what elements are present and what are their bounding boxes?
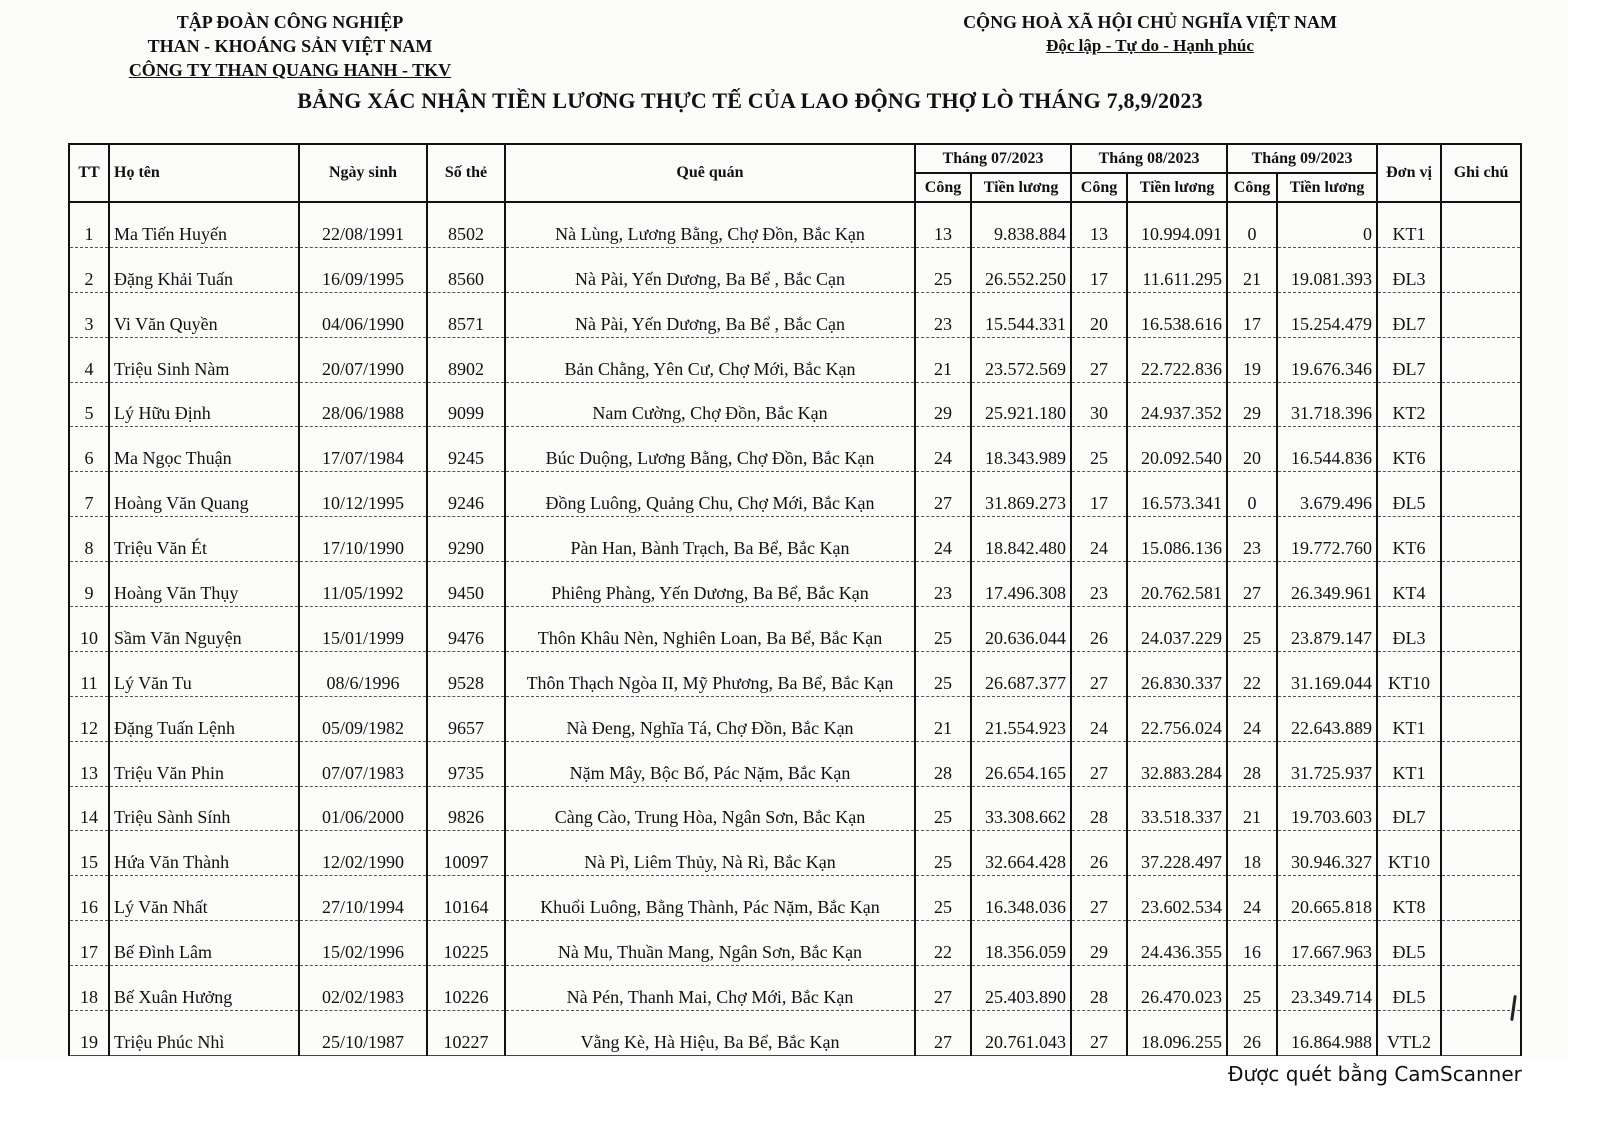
cell-unit: KT6 (1377, 427, 1441, 472)
cell-salary-m9: 23.349.714 (1277, 966, 1377, 1011)
cell-card: 9528 (427, 651, 505, 696)
cell-salary-m8: 33.518.337 (1127, 786, 1227, 831)
salary-table (68, 143, 1522, 1056)
cell-note (1441, 562, 1521, 607)
table-row (69, 337, 1521, 382)
cell-workdays-m8: 13 (1071, 202, 1127, 247)
cell-card: 9246 (427, 472, 505, 517)
cell-salary-m7: 15.544.331 (971, 292, 1071, 337)
cell-salary-m9: 31.725.937 (1277, 741, 1377, 786)
cell-salary-m7: 20.761.043 (971, 1011, 1071, 1056)
cell-workdays-m7: 25 (915, 247, 971, 292)
cell-dob: 22/08/1991 (299, 202, 427, 247)
cell-card: 9826 (427, 786, 505, 831)
cell-salary-m7: 26.552.250 (971, 247, 1071, 292)
cell-salary-m8: 18.096.255 (1127, 1011, 1227, 1056)
cell-tt: 18 (69, 966, 109, 1011)
cell-dob: 27/10/1994 (299, 876, 427, 921)
cell-dob: 12/02/1990 (299, 831, 427, 876)
cell-workdays-m7: 23 (915, 562, 971, 607)
cell-dob: 15/01/1999 (299, 607, 427, 652)
cell-hometown: Thôn Thạch Ngòa II, Mỹ Phương, Ba Bể, Bắc Kạn (505, 651, 915, 696)
cell-hometown: Vằng Kè, Hà Hiệu, Ba Bể, Bắc Kạn (505, 1011, 915, 1056)
cell-workdays-m8: 23 (1071, 562, 1127, 607)
cell-workdays-m7: 23 (915, 292, 971, 337)
cell-name: Hứa Văn Thành (109, 831, 299, 876)
cell-unit: KT10 (1377, 831, 1441, 876)
cell-workdays-m9: 20 (1227, 427, 1277, 472)
cell-dob: 11/05/1992 (299, 562, 427, 607)
cell-tt: 17 (69, 921, 109, 966)
cell-name: Vi Văn Quyền (109, 292, 299, 337)
col-header-salary-m9: Tiền lương (1277, 173, 1377, 202)
cell-unit: ĐL7 (1377, 292, 1441, 337)
cell-note (1441, 786, 1521, 831)
cell-tt: 3 (69, 292, 109, 337)
cell-workdays-m8: 30 (1071, 382, 1127, 427)
cell-hometown: Càng Cào, Trung Hòa, Ngân Sơn, Bắc Kạn (505, 786, 915, 831)
cell-workdays-m8: 27 (1071, 741, 1127, 786)
cell-salary-m7: 18.356.059 (971, 921, 1071, 966)
cell-tt: 16 (69, 876, 109, 921)
cell-salary-m9: 0 (1277, 202, 1377, 247)
cell-unit: VTL2 (1377, 1011, 1441, 1056)
cell-workdays-m8: 25 (1071, 427, 1127, 472)
cell-workdays-m9: 25 (1227, 966, 1277, 1011)
cell-hometown: Khuổi Luông, Bằng Thành, Pác Nặm, Bắc Kạn (505, 876, 915, 921)
cell-workdays-m7: 22 (915, 921, 971, 966)
cell-salary-m8: 26.830.337 (1127, 651, 1227, 696)
cell-unit: ĐL5 (1377, 921, 1441, 966)
cell-card: 8571 (427, 292, 505, 337)
cell-note (1441, 382, 1521, 427)
table-row (69, 382, 1521, 427)
cell-salary-m7: 18.842.480 (971, 517, 1071, 562)
cell-salary-m9: 3.679.496 (1277, 472, 1377, 517)
table-row (69, 472, 1521, 517)
cell-salary-m7: 20.636.044 (971, 607, 1071, 652)
cell-dob: 08/6/1996 (299, 651, 427, 696)
cell-workdays-m9: 0 (1227, 472, 1277, 517)
cell-workdays-m7: 29 (915, 382, 971, 427)
cell-workdays-m9: 24 (1227, 696, 1277, 741)
cell-workdays-m8: 29 (1071, 921, 1127, 966)
cell-unit: KT4 (1377, 562, 1441, 607)
cell-hometown: Nà Mu, Thuần Mang, Ngân Sơn, Bắc Kạn (505, 921, 915, 966)
cell-workdays-m8: 27 (1071, 651, 1127, 696)
table-row (69, 831, 1521, 876)
cell-name: Lý Văn Tu (109, 651, 299, 696)
table-row (69, 966, 1521, 1011)
cell-unit: KT8 (1377, 876, 1441, 921)
cell-salary-m8: 23.602.534 (1127, 876, 1227, 921)
cell-tt: 14 (69, 786, 109, 831)
cell-workdays-m8: 24 (1071, 517, 1127, 562)
cell-name: Triệu Văn Ét (109, 517, 299, 562)
cell-salary-m8: 22.722.836 (1127, 337, 1227, 382)
col-header-hometown: Quê quán (505, 144, 915, 202)
cell-hometown: Nà Pài, Yến Dương, Ba Bể , Bắc Cạn (505, 247, 915, 292)
cell-unit: KT1 (1377, 696, 1441, 741)
cell-name: Triệu Văn Phin (109, 741, 299, 786)
table-body (69, 202, 1521, 1055)
organization-header (110, 10, 470, 82)
document-title: BẢNG XÁC NHẬN TIỀN LƯƠNG THỰC TẾ CỦA LAO ĐỘNG THỢ LÒ THÁNG 7,8,9/2023 (297, 88, 1203, 113)
table-row (69, 696, 1521, 741)
cell-name: Bế Xuân Hưởng (109, 966, 299, 1011)
cell-workdays-m8: 17 (1071, 472, 1127, 517)
cell-name: Triệu Phúc Nhì (109, 1011, 299, 1056)
cell-dob: 15/02/1996 (299, 921, 427, 966)
cell-unit: ĐL3 (1377, 607, 1441, 652)
cell-workdays-m9: 17 (1227, 292, 1277, 337)
cell-hometown: Thôn Khâu Nèn, Nghiên Loan, Ba Bể, Bắc Kạn (505, 607, 915, 652)
cell-tt: 2 (69, 247, 109, 292)
cell-tt: 13 (69, 741, 109, 786)
cell-card: 10164 (427, 876, 505, 921)
cell-workdays-m8: 26 (1071, 831, 1127, 876)
cell-name: Triệu Sinh Nàm (109, 337, 299, 382)
cell-salary-m9: 22.643.889 (1277, 696, 1377, 741)
cell-workdays-m7: 21 (915, 696, 971, 741)
cell-workdays-m9: 29 (1227, 382, 1277, 427)
cell-card: 8902 (427, 337, 505, 382)
cell-salary-m9: 19.676.346 (1277, 337, 1377, 382)
cell-salary-m9: 26.349.961 (1277, 562, 1377, 607)
cell-note (1441, 337, 1521, 382)
cell-dob: 07/07/1983 (299, 741, 427, 786)
cell-card: 9245 (427, 427, 505, 472)
cell-salary-m9: 20.665.818 (1277, 876, 1377, 921)
cell-salary-m7: 23.572.569 (971, 337, 1071, 382)
nation-name: CỘNG HOÀ XÃ HỘI CHỦ NGHĨA VIỆT NAM (963, 12, 1337, 32)
table-row (69, 876, 1521, 921)
cell-workdays-m9: 18 (1227, 831, 1277, 876)
cell-hometown: Pàn Han, Bành Trạch, Ba Bể, Bắc Kạn (505, 517, 915, 562)
cell-tt: 19 (69, 1011, 109, 1056)
cell-name: Triệu Sành Sính (109, 786, 299, 831)
cell-name: Đặng Tuấn Lệnh (109, 696, 299, 741)
cell-tt: 4 (69, 337, 109, 382)
cell-note (1441, 741, 1521, 786)
cell-salary-m7: 9.838.884 (971, 202, 1071, 247)
cell-name: Bế Đình Lâm (109, 921, 299, 966)
cell-workdays-m8: 28 (1071, 786, 1127, 831)
cell-note (1441, 517, 1521, 562)
cell-name: Sầm Văn Nguyện (109, 607, 299, 652)
cell-salary-m8: 10.994.091 (1127, 202, 1227, 247)
cell-workdays-m8: 27 (1071, 1011, 1127, 1056)
cell-hometown: Búc Duộng, Lương Bằng, Chợ Đồn, Bắc Kạn (505, 427, 915, 472)
cell-salary-m8: 15.086.136 (1127, 517, 1227, 562)
cell-note (1441, 876, 1521, 921)
cell-dob: 25/10/1987 (299, 1011, 427, 1056)
cell-salary-m8: 22.756.024 (1127, 696, 1227, 741)
cell-unit: KT1 (1377, 202, 1441, 247)
cell-salary-m9: 19.772.760 (1277, 517, 1377, 562)
col-header-unit: Đơn vị (1377, 144, 1441, 202)
cell-hometown: Nặm Mây, Bộc Bố, Pác Nặm, Bắc Kạn (505, 741, 915, 786)
col-header-month9: Tháng 09/2023 (1227, 144, 1377, 173)
cell-workdays-m8: 26 (1071, 607, 1127, 652)
cell-card: 10097 (427, 831, 505, 876)
cell-tt: 8 (69, 517, 109, 562)
cell-salary-m8: 16.573.341 (1127, 472, 1227, 517)
cell-salary-m8: 24.937.352 (1127, 382, 1227, 427)
cell-workdays-m7: 25 (915, 651, 971, 696)
cell-salary-m8: 20.762.581 (1127, 562, 1227, 607)
cell-workdays-m7: 28 (915, 741, 971, 786)
table-row (69, 741, 1521, 786)
col-header-name: Họ tên (109, 144, 299, 202)
cell-workdays-m9: 26 (1227, 1011, 1277, 1056)
cell-card: 9657 (427, 696, 505, 741)
cell-workdays-m8: 27 (1071, 876, 1127, 921)
cell-name: Hoàng Văn Quang (109, 472, 299, 517)
cell-card: 9476 (427, 607, 505, 652)
cell-tt: 11 (69, 651, 109, 696)
table-row (69, 786, 1521, 831)
cell-workdays-m8: 20 (1071, 292, 1127, 337)
cell-workdays-m9: 22 (1227, 651, 1277, 696)
cell-salary-m9: 19.703.603 (1277, 786, 1377, 831)
cell-salary-m7: 26.654.165 (971, 741, 1071, 786)
cell-workdays-m7: 21 (915, 337, 971, 382)
cell-dob: 20/07/1990 (299, 337, 427, 382)
table-row (69, 247, 1521, 292)
cell-hometown: Nà Đeng, Nghĩa Tá, Chợ Đồn, Bắc Kạn (505, 696, 915, 741)
cell-salary-m7: 33.308.662 (971, 786, 1071, 831)
group-name-line2: THAN - KHOÁNG SẢN VIỆT NAM (147, 36, 433, 56)
cell-salary-m7: 21.554.923 (971, 696, 1071, 741)
cell-card: 10226 (427, 966, 505, 1011)
cell-workdays-m9: 16 (1227, 921, 1277, 966)
cell-card: 10227 (427, 1011, 505, 1056)
cell-note (1441, 966, 1521, 1011)
cell-salary-m7: 32.664.428 (971, 831, 1071, 876)
table-row (69, 292, 1521, 337)
cell-salary-m7: 17.496.308 (971, 562, 1071, 607)
cell-workdays-m7: 25 (915, 607, 971, 652)
national-header (940, 10, 1360, 58)
cell-hometown: Nam Cường, Chợ Đồn, Bắc Kạn (505, 382, 915, 427)
cell-salary-m8: 37.228.497 (1127, 831, 1227, 876)
cell-tt: 10 (69, 607, 109, 652)
cell-workdays-m9: 27 (1227, 562, 1277, 607)
col-header-workdays-m9: Công (1227, 173, 1277, 202)
table-row (69, 651, 1521, 696)
cell-salary-m9: 31.718.396 (1277, 382, 1377, 427)
cell-card: 9450 (427, 562, 505, 607)
cell-workdays-m7: 27 (915, 1011, 971, 1056)
cell-workdays-m9: 24 (1227, 876, 1277, 921)
cell-tt: 5 (69, 382, 109, 427)
cell-salary-m9: 31.169.044 (1277, 651, 1377, 696)
cell-salary-m7: 16.348.036 (971, 876, 1071, 921)
cell-dob: 28/06/1988 (299, 382, 427, 427)
cell-workdays-m9: 28 (1227, 741, 1277, 786)
camscanner-watermark: Được quét bằng CamScanner (1228, 1062, 1522, 1086)
col-header-dob: Ngày sinh (299, 144, 427, 202)
cell-workdays-m9: 0 (1227, 202, 1277, 247)
cell-name: Ma Tiến Huyến (109, 202, 299, 247)
cell-workdays-m8: 17 (1071, 247, 1127, 292)
cell-dob: 10/12/1995 (299, 472, 427, 517)
cell-workdays-m7: 27 (915, 472, 971, 517)
cell-workdays-m7: 25 (915, 831, 971, 876)
cell-note (1441, 427, 1521, 472)
cell-unit: ĐL3 (1377, 247, 1441, 292)
cell-tt: 9 (69, 562, 109, 607)
cell-hometown: Nà Pì, Liêm Thủy, Nà Rì, Bắc Kạn (505, 831, 915, 876)
cell-dob: 04/06/1990 (299, 292, 427, 337)
col-header-workdays-m7: Công (915, 173, 971, 202)
table-row (69, 921, 1521, 966)
cell-note (1441, 202, 1521, 247)
cell-card: 10225 (427, 921, 505, 966)
cell-note (1441, 651, 1521, 696)
cell-salary-m9: 15.254.479 (1277, 292, 1377, 337)
col-header-note: Ghi chú (1441, 144, 1521, 202)
col-header-card: Số thẻ (427, 144, 505, 202)
cell-card: 9099 (427, 382, 505, 427)
cell-dob: 05/09/1982 (299, 696, 427, 741)
national-motto: Độc lập - Tự do - Hạnh phúc (1046, 36, 1254, 55)
cell-name: Lý Văn Nhất (109, 876, 299, 921)
col-header-month7: Tháng 07/2023 (915, 144, 1071, 173)
cell-hometown: Nà Lùng, Lương Bằng, Chợ Đồn, Bắc Kạn (505, 202, 915, 247)
cell-salary-m9: 19.081.393 (1277, 247, 1377, 292)
cell-dob: 17/10/1990 (299, 517, 427, 562)
cell-salary-m8: 11.611.295 (1127, 247, 1227, 292)
cell-note (1441, 472, 1521, 517)
cell-note (1441, 831, 1521, 876)
cell-tt: 1 (69, 202, 109, 247)
cell-workdays-m7: 24 (915, 517, 971, 562)
cell-salary-m7: 18.343.989 (971, 427, 1071, 472)
cell-unit: KT10 (1377, 651, 1441, 696)
cell-salary-m8: 16.538.616 (1127, 292, 1227, 337)
cell-salary-m9: 16.864.988 (1277, 1011, 1377, 1056)
cell-workdays-m7: 13 (915, 202, 971, 247)
cell-workdays-m8: 27 (1071, 337, 1127, 382)
cell-note (1441, 696, 1521, 741)
cell-note (1441, 247, 1521, 292)
cell-tt: 6 (69, 427, 109, 472)
col-header-workdays-m8: Công (1071, 173, 1127, 202)
cell-card: 8502 (427, 202, 505, 247)
cell-note (1441, 292, 1521, 337)
cell-dob: 17/07/1984 (299, 427, 427, 472)
cell-salary-m9: 30.946.327 (1277, 831, 1377, 876)
table-row (69, 202, 1521, 247)
cell-workdays-m7: 25 (915, 786, 971, 831)
cell-hometown: Bản Chằng, Yên Cư, Chợ Mới, Bắc Kạn (505, 337, 915, 382)
table-row (69, 562, 1521, 607)
cell-unit: ĐL5 (1377, 966, 1441, 1011)
cell-workdays-m9: 19 (1227, 337, 1277, 382)
table-row (69, 607, 1521, 652)
cell-card: 8560 (427, 247, 505, 292)
cell-salary-m7: 25.403.890 (971, 966, 1071, 1011)
cell-salary-m8: 24.037.229 (1127, 607, 1227, 652)
cell-note (1441, 607, 1521, 652)
cell-salary-m9: 17.667.963 (1277, 921, 1377, 966)
cell-unit: KT6 (1377, 517, 1441, 562)
cell-workdays-m7: 25 (915, 876, 971, 921)
cell-salary-m7: 25.921.180 (971, 382, 1071, 427)
cell-card: 9290 (427, 517, 505, 562)
cell-workdays-m9: 21 (1227, 247, 1277, 292)
cell-workdays-m9: 25 (1227, 607, 1277, 652)
cell-tt: 15 (69, 831, 109, 876)
group-name-line1: TẬP ĐOÀN CÔNG NGHIỆP (176, 12, 404, 32)
cell-name: Đặng Khải Tuấn (109, 247, 299, 292)
col-header-salary-m8: Tiền lương (1127, 173, 1227, 202)
cell-unit: KT1 (1377, 741, 1441, 786)
cell-unit: ĐL7 (1377, 786, 1441, 831)
cell-unit: ĐL7 (1377, 337, 1441, 382)
cell-workdays-m7: 24 (915, 427, 971, 472)
cell-name: Lý Hữu Định (109, 382, 299, 427)
cell-hometown: Nà Pài, Yến Dương, Ba Bể , Bắc Cạn (505, 292, 915, 337)
cell-dob: 01/06/2000 (299, 786, 427, 831)
cell-name: Hoàng Văn Thụy (109, 562, 299, 607)
cell-unit: ĐL5 (1377, 472, 1441, 517)
cell-salary-m7: 26.687.377 (971, 651, 1071, 696)
cell-salary-m9: 23.879.147 (1277, 607, 1377, 652)
col-header-month8: Tháng 08/2023 (1071, 144, 1227, 173)
cell-salary-m9: 16.544.836 (1277, 427, 1377, 472)
cell-name: Ma Ngọc Thuận (109, 427, 299, 472)
cell-hometown: Đồng Luông, Quảng Chu, Chợ Mới, Bắc Kạn (505, 472, 915, 517)
table-row (69, 1011, 1521, 1056)
cell-note (1441, 921, 1521, 966)
cell-workdays-m7: 27 (915, 966, 971, 1011)
cell-salary-m8: 32.883.284 (1127, 741, 1227, 786)
cell-card: 9735 (427, 741, 505, 786)
cell-salary-m7: 31.869.273 (971, 472, 1071, 517)
cell-note (1441, 1011, 1521, 1056)
col-header-salary-m7: Tiền lương (971, 173, 1071, 202)
cell-workdays-m8: 28 (1071, 966, 1127, 1011)
cell-salary-m8: 20.092.540 (1127, 427, 1227, 472)
cell-unit: KT2 (1377, 382, 1441, 427)
cell-workdays-m9: 23 (1227, 517, 1277, 562)
table-row (69, 427, 1521, 472)
cell-workdays-m8: 24 (1071, 696, 1127, 741)
cell-dob: 16/09/1995 (299, 247, 427, 292)
cell-salary-m8: 26.470.023 (1127, 966, 1227, 1011)
company-name: CÔNG TY THAN QUANG HANH - TKV (128, 60, 452, 80)
cell-hometown: Nà Pén, Thanh Mai, Chợ Mới, Bắc Kạn (505, 966, 915, 1011)
cell-salary-m8: 24.436.355 (1127, 921, 1227, 966)
col-header-tt: TT (69, 144, 109, 202)
cell-hometown: Phiêng Phàng, Yến Dương, Ba Bể, Bắc Kạn (505, 562, 915, 607)
cell-workdays-m9: 21 (1227, 786, 1277, 831)
cell-dob: 02/02/1983 (299, 966, 427, 1011)
cell-tt: 7 (69, 472, 109, 517)
table-row (69, 517, 1521, 562)
cell-tt: 12 (69, 696, 109, 741)
